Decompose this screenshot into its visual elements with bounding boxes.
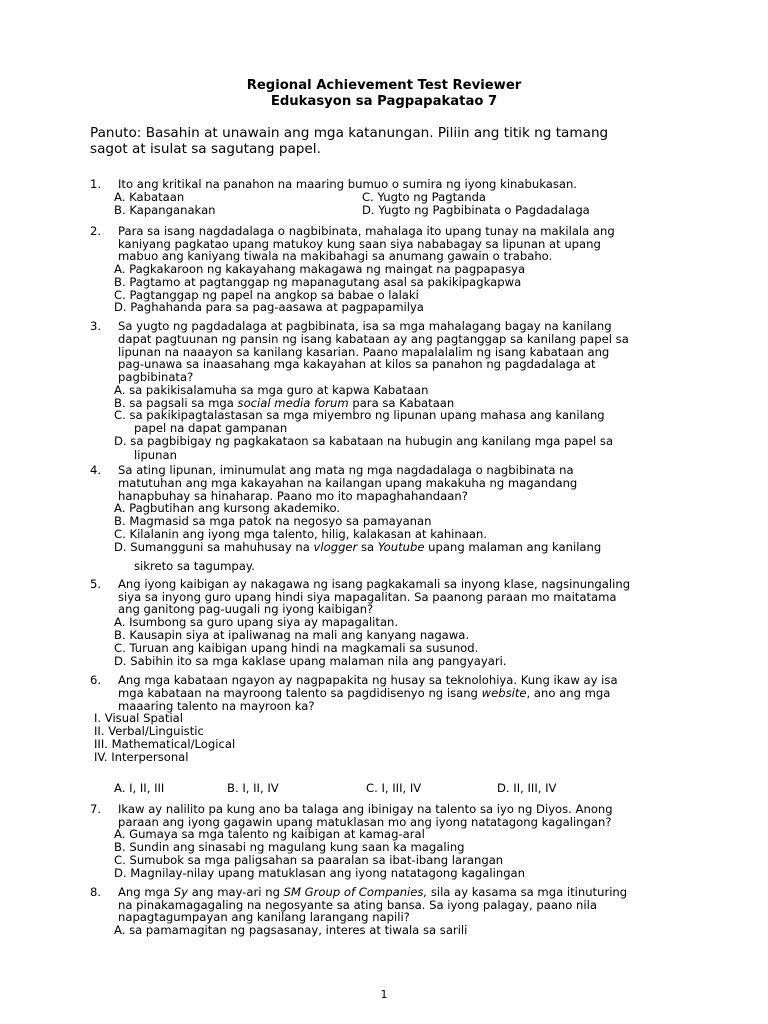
question-6-choice-c: C. I, III, IV — [366, 781, 422, 795]
question-2-text-line-1: Para sa isang nagdadalaga o nagbibinata, mahalaga ito upang tunay na makilala ang — [118, 224, 615, 238]
question-8-text-line-2: na pinakamagagaling na negosyante sa ating bansa. Sa iyong palagay, paano nila — [118, 898, 597, 912]
question-6-option-iii: III. Mathematical/Logical — [94, 737, 236, 751]
document-title: Regional Achievement Test Reviewer — [246, 78, 522, 93]
question-1-choice-c: C. Yugto ng Pagtanda — [362, 190, 487, 204]
question-6-option-ii: II. Verbal/Linguistic — [94, 724, 204, 738]
emphasis-text: Youtube — [377, 540, 425, 554]
question-3-choice-a: A. sa pakikisalamuha sa mga guro at kapwa Kabataan — [114, 383, 429, 397]
question-6-choice-a: A. I, II, III — [114, 781, 165, 795]
page-number: 1 — [380, 988, 388, 1001]
question-7-choice-b: B. Sundin ang sinasabi ng magulang kung saan ka magaling — [114, 840, 465, 854]
question-number: 5. — [90, 577, 102, 591]
emphasis-text: website — [481, 686, 527, 700]
question-3-text-line-5: pagbibinata? — [118, 370, 194, 384]
question-3-text-line-1: Sa yugto ng pagdadalaga at pagbibinata, isa sa mga mahalagang bagay na kanilang — [118, 319, 612, 333]
question-7-text-line-1: Ikaw ay nalilito pa kung ano ba talaga ang ibinigay na talento sa iyo ng Diyos. Anong — [118, 802, 613, 816]
question-5-text-line-1: Ang iyong kaibigan ay nakagawa ng isang pagkakamali sa inyong klase, nagsinungaling — [118, 577, 631, 591]
question-text: Ang mga — [118, 885, 174, 899]
question-7-choice-d: D. Magnilay-nilay upang matuklasan ang iyong natatagong kagalingan — [114, 866, 526, 880]
question-1-choice-a: A. Kabataan — [114, 190, 185, 204]
question-3-text-line-2: dapat pagtuunan ng pansin ng isang kabataan ay ang pagtanggap sa kanilang papel sa — [118, 332, 629, 346]
question-number: 8. — [90, 885, 102, 899]
emphasis-text: Sy — [173, 885, 189, 899]
question-2-choice-a: A. Pagkakaroon ng kakayahang makagawa ng maingat na pagpapasya — [114, 262, 526, 276]
question-2-choice-b: B. Pagtamo at pagtanggap ng mapanagutang asal sa pakikipagkapwa — [114, 275, 522, 289]
question-7-choice-a: A. Gumaya sa mga talento ng kaibigan at kamag-aral — [114, 827, 425, 841]
question-5-choice-a: A. Isumbong sa guro upang siya ay mapagalitan. — [114, 615, 399, 629]
question-text: mga kabataan na mayroong talento sa pagdidisenyo ng isang — [118, 686, 482, 700]
question-4-text-line-1: Sa ating lipunan, iminumulat ang mata ng mga nagdadalaga o nagbibinata na — [118, 463, 574, 477]
choice-text: D. Sumangguni sa mahuhusay na — [114, 540, 314, 554]
choice-text: sa — [357, 540, 378, 554]
question-6-choice-d: D. II, III, IV — [497, 781, 557, 795]
instructions-line-2: sagot at isulat sa sagutang papel. — [90, 141, 321, 157]
question-2-text-line-2: kaniyang pagkatao upang matukoy kung saan siya nababagay sa lipunan at upang — [118, 237, 601, 251]
question-3-text-line-4: pag-unawa sa inaasahang mga kakayahan at kilos sa panahon ng pagdadalaga at — [118, 357, 596, 371]
choice-text: B. sa pagsali sa mga — [114, 396, 238, 410]
question-7-text-line-2: paraan ang iyong gagawin upang matuklasan mo ang iyong natatagong kagalingan? — [118, 815, 612, 829]
question-8-text-line-3: napagtagumpayan ang kanilang larangang napili? — [118, 910, 410, 924]
question-5-text-line-3: ang ganitong pag-uugali ng iyong kaibigan? — [118, 602, 374, 616]
question-5-choice-b: B. Kausapin siya at ipaliwanag na mali ang kanyang nagawa. — [114, 628, 470, 642]
question-6-option-iv: IV. Interpersonal — [94, 750, 189, 764]
question-4-choice-d — [114, 541, 601, 554]
question-number: 3. — [90, 319, 102, 333]
question-1-choice-b: B. Kapanganakan — [114, 203, 216, 217]
question-2-choice-c: C. Pagtanggap ng papel na angkop sa babae o lalaki — [114, 288, 419, 302]
question-number: 4. — [90, 463, 102, 477]
question-3-choice-d: D. sa pagbibigay ng pagkakataon sa kabataan na hubugin ang kanilang mga papel sa — [114, 434, 614, 448]
question-number: 2. — [90, 224, 102, 238]
question-4-choice-c: C. Kilalanin ang iyong mga talento, hilig, kalakasan at kahinaan. — [114, 527, 487, 541]
question-6-text-line-1: Ang mga kabataan ngayon ay nagpapakita ng husay sa teknolohiya. Kung ikaw ay isa — [118, 673, 618, 687]
question-4-choice-b: B. Magmasid sa mga patok na negosyo sa pamayanan — [114, 514, 432, 528]
question-6-text-line-3: maaaring talento na mayroon ka? — [118, 699, 315, 713]
question-number: 6. — [90, 673, 102, 687]
question-6-option-i: I. Visual Spatial — [94, 711, 184, 725]
document-subtitle: Edukasyon sa Pagpapakatao 7 — [270, 94, 498, 109]
question-text: , ano ang mga — [526, 686, 611, 700]
question-6-choice-b: B. I, II, IV — [227, 781, 279, 795]
question-3-choice-c-cont: papel na dapat gampanan — [134, 421, 288, 435]
instructions-line-1: Panuto: Basahin at unawain ang mga katanungan. Piliin ang titik ng tamang — [90, 125, 609, 141]
question-3-text-line-3: lipunan na naaayon sa kanilang kasarian. Paano mapalalalim ng isang kabataan ang — [118, 345, 610, 359]
question-4-choice-a: A. Pagbutihan ang kursong akademiko. — [114, 501, 341, 515]
question-4-text-line-3: hanapbuhay sa hinaharap. Paano mo ito mapaghahandaan? — [118, 489, 468, 503]
question-1-text: Ito ang kritikal na panahon na maaring bumuo o sumira ng iyong kinabukasan. — [118, 177, 577, 191]
question-5-text-line-2: siya sa inyong guro upang hindi siya mapagalitan. Sa paanong paraan mo maitatama — [118, 590, 617, 604]
question-5-choice-c: C. Turuan ang kaibigan upang hindi na magkamali sa susunod. — [114, 641, 479, 655]
question-4-text-line-2: matutuhan ang mga kakayahan na kailangan upang makakuha ng magandang — [118, 476, 578, 490]
question-5-choice-d: D. Sabihin ito sa mga kaklase upang malaman nila ang pangyayari. — [114, 654, 507, 668]
question-8-choice-a: A. sa pamamagitan ng pagsasanay, interes at tiwala sa sarili — [114, 923, 468, 937]
question-2-choice-d: D. Paghahanda para sa pag-aasawa at pagpapamilya — [114, 300, 424, 314]
question-7-choice-c: C. Sumubok sa mga paligsahan sa paaralan sa ibat-ibang larangan — [114, 853, 504, 867]
emphasis-text: vlogger — [313, 540, 358, 554]
question-1-choice-d: D. Yugto ng Pagbibinata o Pagdadalaga — [362, 203, 590, 217]
question-number: 1. — [90, 177, 102, 191]
question-text: ang may-ari ng — [188, 885, 284, 899]
choice-text: para sa Kabataan — [348, 396, 455, 410]
emphasis-text: social media forum — [237, 396, 349, 410]
choice-text: upang malaman ang kanilang — [424, 540, 602, 554]
question-2-text-line-3: mabuo ang kaniyang tiwala na makibahagi sa anumang gawain o trabaho. — [118, 249, 553, 263]
question-number: 7. — [90, 802, 102, 816]
question-text: sila ay kasama sa mga itinuturing — [427, 885, 628, 899]
emphasis-text: SM Group of Companies, — [283, 885, 428, 899]
question-3-choice-d-cont: lipunan — [134, 448, 177, 462]
question-4-choice-d-cont: sikreto sa tagumpay. — [134, 559, 255, 573]
question-3-choice-c: C. sa pakikipagtalastasan sa mga miyembro ng lipunan upang mahasa ang kanilang — [114, 408, 605, 422]
